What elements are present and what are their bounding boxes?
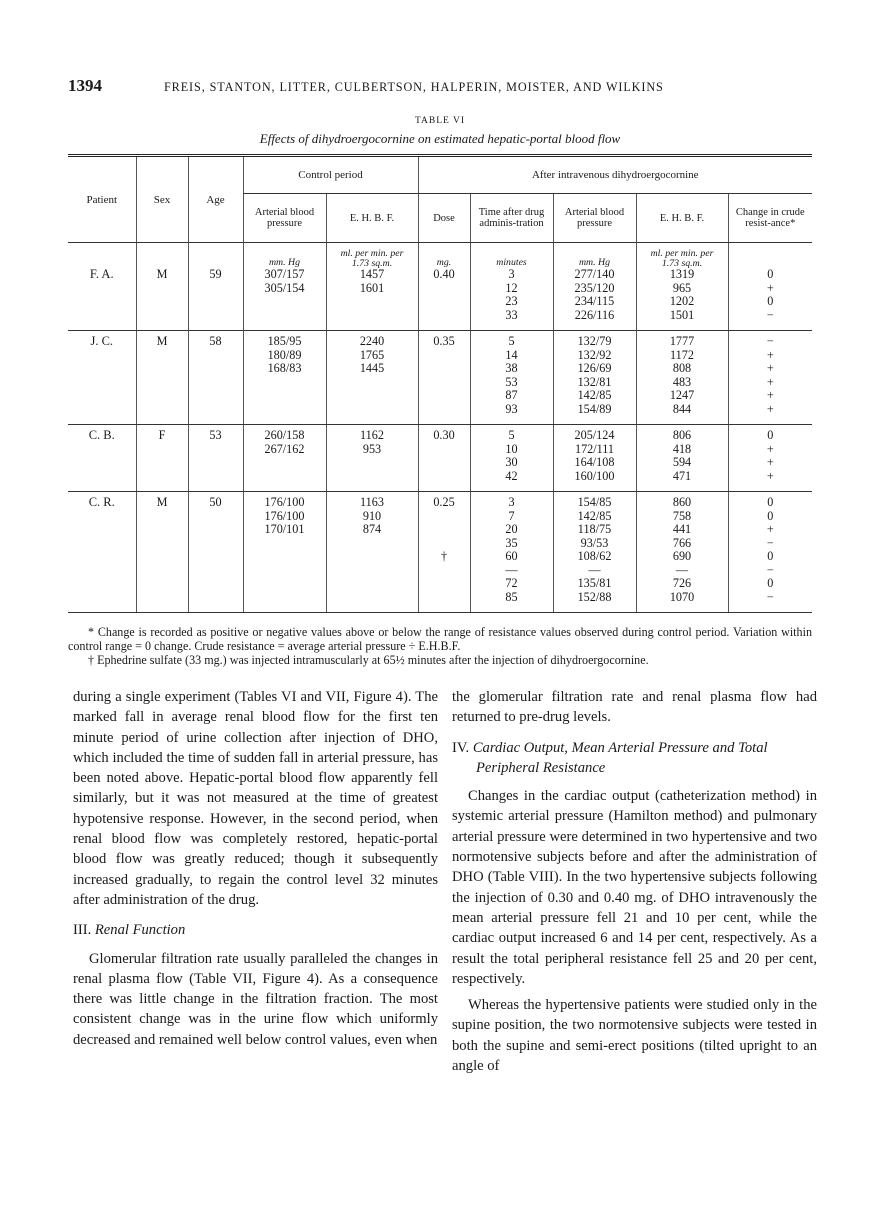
after-ehbf-cell: [636, 492, 728, 613]
header-after-bp: Arterial blood pressure: [553, 194, 636, 243]
bp-value: 93/53: [580, 535, 609, 550]
header-patient: Patient: [68, 156, 136, 243]
time-cell: [470, 331, 553, 425]
units-text: ml. per min. per: [340, 248, 404, 259]
ehbf-value: 690: [672, 549, 692, 563]
time-value: 53: [505, 374, 518, 389]
time-value: 42: [505, 468, 518, 483]
sex-cell: [136, 331, 188, 425]
section-heading-renal-function: [73, 920, 438, 940]
ehbf-value: 1765: [359, 347, 385, 362]
change-sign: −: [766, 535, 774, 550]
header-control-ehbf: E. H. B. F.: [326, 194, 418, 243]
after-bp-cell: [553, 243, 636, 331]
after-bp-cell: [553, 425, 636, 492]
units-text: mm. Hg: [578, 257, 611, 268]
time-value: 38: [505, 361, 518, 375]
age-cell: [188, 331, 243, 425]
change-sign: 0: [767, 495, 774, 509]
footnote-dagger: † Ephedrine sulfate (33 mg.) was injected intramuscularly at 65½ minutes after the injection of dihydroergocornine.: [88, 653, 649, 667]
ehbf-value: 1445: [359, 361, 385, 375]
units-text: mm. Hg: [268, 257, 301, 268]
change-sign: 0: [767, 267, 774, 281]
change-cell: [728, 425, 812, 492]
time-value: 85: [505, 589, 518, 604]
change-sign: −: [766, 307, 774, 322]
after-ehbf-cell: [636, 331, 728, 425]
change-sign: +: [766, 280, 774, 295]
after-bp-cell: [553, 492, 636, 613]
control-bp-cell: [243, 331, 326, 425]
change-sign: +: [766, 361, 774, 375]
time-value: 14: [505, 347, 518, 362]
dose-cell: [418, 331, 470, 425]
ehbf-value: 874: [362, 522, 382, 536]
section-title: Renal Function: [94, 922, 186, 939]
author-list: FREIS, STANTON, LITTER, CULBERTSON, HALPERIN, MOISTER, AND WILKINS: [164, 80, 664, 94]
patient-id: C. B.: [88, 428, 115, 442]
footnote-asterisk: * Change is recorded as positive or negative values above or below the range of resistance values observed during control period. Variation within control range = 0 change. Crude resistance = average arterial pressure ÷ E.H.B.F.: [68, 625, 812, 653]
left-column: [73, 687, 438, 1050]
change-sign: 0: [767, 576, 774, 590]
sex-cell: [136, 243, 188, 331]
header-after-drug: After intravenous dihydroergocornine: [418, 156, 812, 194]
age-cell: [188, 492, 243, 613]
ehbf-value: 483: [672, 374, 692, 389]
patient-cell: [68, 243, 136, 331]
bp-value: 226/116: [574, 307, 615, 322]
bp-value: 132/92: [577, 347, 612, 362]
time-value: 72: [505, 576, 518, 590]
after-ehbf-cell: [636, 243, 728, 331]
change-cell: [728, 492, 812, 613]
time-value: 12: [505, 280, 518, 295]
ehbf-value: 1501: [669, 307, 695, 322]
bp-value: 152/88: [577, 589, 612, 604]
control-ehbf-cell: [326, 492, 418, 613]
ehbf-value: 806: [672, 428, 692, 442]
change-sign: 0: [767, 508, 774, 523]
patient-id: J. C.: [90, 334, 114, 348]
change-sign: +: [766, 468, 774, 483]
ehbf-value: 1163: [360, 495, 384, 509]
change-cell: [728, 243, 812, 331]
ehbf-value: 1777: [669, 334, 695, 348]
table-label: TABLE VI: [414, 116, 466, 126]
table-row: [68, 331, 812, 425]
bp-value: 164/108: [574, 455, 615, 469]
time-value: 93: [505, 401, 518, 416]
section-title: Cardiac Output, Mean Arterial Pressure and Total Peripheral Resistance: [472, 739, 768, 776]
units-text: 1.73 sq.m.: [661, 257, 703, 269]
section-heading-cardiac-output: [452, 738, 817, 779]
header-sex: Sex: [136, 156, 188, 243]
ehbf-value: 1247: [669, 388, 695, 402]
patient-cell: [68, 492, 136, 613]
time-value: 30: [505, 455, 518, 469]
bp-value: 118/75: [577, 522, 612, 536]
bp-value: 132/81: [577, 374, 612, 389]
bp-value: 307/157: [264, 267, 305, 281]
change-sign: 0: [767, 428, 774, 442]
table-row: [68, 492, 812, 613]
table-footnotes: [68, 625, 812, 667]
bp-value: 126/69: [577, 361, 612, 375]
age-cell: [188, 243, 243, 331]
header-control-bp: Arterial blood pressure: [243, 194, 326, 243]
dose-cell: [418, 425, 470, 492]
header-change: Change in crude resist-ance*: [728, 194, 812, 243]
bp-value: 260/158: [264, 428, 305, 442]
sex-cell: [136, 425, 188, 492]
sex-value: M: [156, 334, 168, 348]
change-sign: 0: [767, 549, 774, 563]
time-value: 3: [508, 267, 515, 281]
section-number: IV.: [452, 739, 470, 756]
ehbf-value: 910: [362, 508, 382, 523]
age-value: 50: [209, 495, 222, 509]
change-sign: +: [766, 401, 774, 416]
running-head: [68, 76, 818, 96]
bp-value: 154/85: [577, 495, 612, 509]
spacer: [137, 249, 188, 268]
spacer: [419, 523, 470, 537]
after-bp-cell: [553, 331, 636, 425]
time-value: 3: [508, 495, 515, 509]
change-sign: 0: [767, 294, 774, 308]
dose-value: 0.30: [433, 428, 455, 442]
sex-value: M: [156, 495, 168, 509]
control-ehbf-cell: [326, 243, 418, 331]
bp-value: 142/85: [577, 508, 612, 523]
spacer: [419, 537, 470, 551]
bp-value: —: [588, 562, 601, 577]
paragraph: during a single experiment (Tables VI and VII, Figure 4). The marked fall in average renal blood flow for the first ten minute period of urine collection after injection of DHO, which included the time of sudden fall in arterial pressure, has been noted above. Hepatic-portal blood flow apparently fell similarly, but it was not measured at the time of greatest hypotensive response. However, in the second period, when renal blood flow was completely restored, hepatic-portal blood flow was greatly reduced; though it subsequently increased gradually, to regain the control level 32 minutes after administration of the drug.: [73, 689, 438, 908]
table-title: Effects of dihydroergocornine on estimated hepatic-portal blood flow: [259, 131, 621, 146]
bp-value: 267/162: [264, 441, 305, 456]
bp-value: 185/95: [267, 334, 302, 348]
header-control-period: Control period: [243, 156, 418, 194]
bp-value: 135/81: [577, 576, 612, 590]
control-bp-cell: [243, 425, 326, 492]
spacer: [729, 249, 813, 268]
dose-value: 0.35: [433, 334, 455, 348]
units-text: mg.: [436, 257, 452, 268]
bp-value: 172/111: [574, 441, 615, 456]
change-sign: +: [766, 374, 774, 389]
change-sign: +: [766, 455, 774, 469]
patient-cell: [68, 331, 136, 425]
spacer: [419, 510, 470, 524]
change-sign: +: [766, 347, 774, 362]
time-value: 87: [505, 388, 518, 402]
change-sign: −: [766, 562, 774, 577]
ehbf-value: 1070: [669, 589, 695, 604]
units-label: [327, 249, 418, 268]
data-table: [68, 154, 812, 613]
change-sign: −: [766, 589, 774, 604]
ehbf-value: 2240: [359, 334, 385, 348]
bp-value: 142/85: [577, 388, 612, 402]
change-cell: [728, 331, 812, 425]
ehbf-value: —: [675, 562, 689, 577]
change-sign: −: [766, 334, 774, 348]
spacer: [189, 249, 243, 268]
control-bp-cell: [243, 243, 326, 331]
time-value: 23: [505, 294, 518, 308]
paragraph: the glomerular filtration rate and renal plasma flow had returned to pre-drug levels.: [452, 689, 817, 726]
header-after-ehbf: E. H. B. F.: [636, 194, 728, 243]
bp-value: 305/154: [264, 280, 305, 295]
dose-cell: [418, 492, 470, 613]
time-cell: [470, 243, 553, 331]
change-sign: +: [766, 388, 774, 402]
bp-value: 234/115: [574, 294, 615, 308]
time-value: —: [505, 562, 518, 577]
ehbf-value: 1172: [670, 347, 694, 362]
time-cell: [470, 425, 553, 492]
ehbf-value: 1162: [360, 428, 384, 442]
section-number: III.: [73, 922, 92, 939]
bp-value: 235/120: [574, 280, 615, 295]
ehbf-value: 418: [672, 441, 692, 456]
right-column: [452, 687, 817, 1076]
patient-id: F. A.: [89, 267, 114, 281]
paragraph: Glomerular filtration rate usually paralleled the changes in renal plasma flow (Table VII, Figure 4). As a consequence there was little change in the filtration fraction. The most consistent change was in the urine flow which uniformly decreased and remained well below control values, even when: [73, 950, 438, 1048]
bp-value: 132/79: [577, 334, 612, 348]
bp-value: 277/140: [574, 267, 615, 281]
ehbf-value: 1202: [669, 294, 695, 308]
dose-value: 0.25: [433, 495, 455, 509]
sex-value: M: [156, 267, 168, 281]
paragraph: Changes in the cardiac output (catheterization method) in systemic arterial pressure (Hamilton method) and pulmonary arterial pressure were determined in two hypertensive and two normotensive subjects before and after the administration of DHO (Table VIII). In the two hypertensive subjects following the injection of 0.30 and 0.40 mg. of DHO intravenously the mean arterial pressure fell 21 and 10 per cent, while the cardiac output increased 6 and 14 per cent, respectively. As a result the total peripheral resistance fell 25 and 20 per cent, respectively.: [452, 788, 817, 987]
ehbf-value: 471: [672, 468, 692, 483]
bp-value: 176/100: [264, 508, 305, 523]
page-number: 1394: [68, 76, 102, 95]
after-ehbf-cell: [636, 425, 728, 492]
ehbf-value: 953: [362, 441, 382, 456]
units-text: minutes: [496, 257, 527, 268]
bp-value: 168/83: [267, 361, 302, 375]
bp-value: 160/100: [574, 468, 615, 483]
patient-id: C. R.: [88, 495, 115, 509]
time-value: 35: [505, 535, 518, 550]
bp-value: 205/124: [574, 428, 615, 442]
ehbf-value: 766: [672, 535, 692, 550]
ehbf-value: 844: [672, 401, 692, 416]
bp-value: 108/62: [577, 549, 612, 563]
age-value: 58: [209, 334, 222, 348]
age-cell: [188, 425, 243, 492]
bp-value: 180/89: [267, 347, 302, 362]
age-value: 53: [209, 428, 222, 442]
ehbf-value: 594: [672, 455, 692, 469]
table-row: [68, 425, 812, 492]
bp-value: 170/101: [264, 522, 305, 536]
spacer: [68, 249, 136, 268]
bp-value: 154/89: [577, 401, 612, 416]
ehbf-value: 1457: [359, 267, 385, 281]
sex-cell: [136, 492, 188, 613]
control-bp-cell: [243, 492, 326, 613]
time-value: 33: [505, 307, 518, 322]
change-sign: +: [766, 522, 774, 536]
time-cell: [470, 492, 553, 613]
sex-value: F: [158, 428, 166, 442]
header-dose: Dose: [418, 194, 470, 243]
change-sign: +: [766, 441, 774, 456]
ehbf-value: 965: [672, 280, 692, 295]
ehbf-value: 758: [672, 508, 692, 523]
time-value: 20: [505, 522, 518, 536]
time-value: 60: [505, 549, 518, 563]
dagger-marker: †: [440, 549, 448, 563]
table-row: [68, 243, 812, 331]
ehbf-value: 1319: [669, 267, 695, 281]
time-value: 10: [505, 441, 518, 456]
time-value: 7: [508, 508, 515, 523]
ehbf-value: 860: [672, 495, 692, 509]
ehbf-value: 441: [672, 522, 692, 536]
paragraph: Whereas the hypertensive patients were studied only in the supine position, the two normotensive subjects were tested in both the supine and semi-erect positions (tilted upright to an angle of: [452, 997, 817, 1075]
header-time: Time after drug adminis-tration: [470, 194, 553, 243]
units-text: 1.73 sq.m.: [351, 257, 393, 269]
age-value: 59: [209, 267, 222, 281]
units-text: ml. per min. per: [650, 248, 714, 259]
units-label: [637, 249, 728, 268]
patient-cell: [68, 425, 136, 492]
dose-value: 0.40: [433, 267, 455, 281]
header-age: Age: [188, 156, 243, 243]
control-ehbf-cell: [326, 331, 418, 425]
time-value: 5: [508, 334, 515, 348]
ehbf-value: 726: [672, 576, 692, 590]
bp-value: 176/100: [264, 495, 305, 509]
time-value: 5: [508, 428, 515, 442]
ehbf-value: 808: [672, 361, 692, 375]
dose-cell: [418, 243, 470, 331]
control-ehbf-cell: [326, 425, 418, 492]
ehbf-value: 1601: [359, 280, 385, 295]
